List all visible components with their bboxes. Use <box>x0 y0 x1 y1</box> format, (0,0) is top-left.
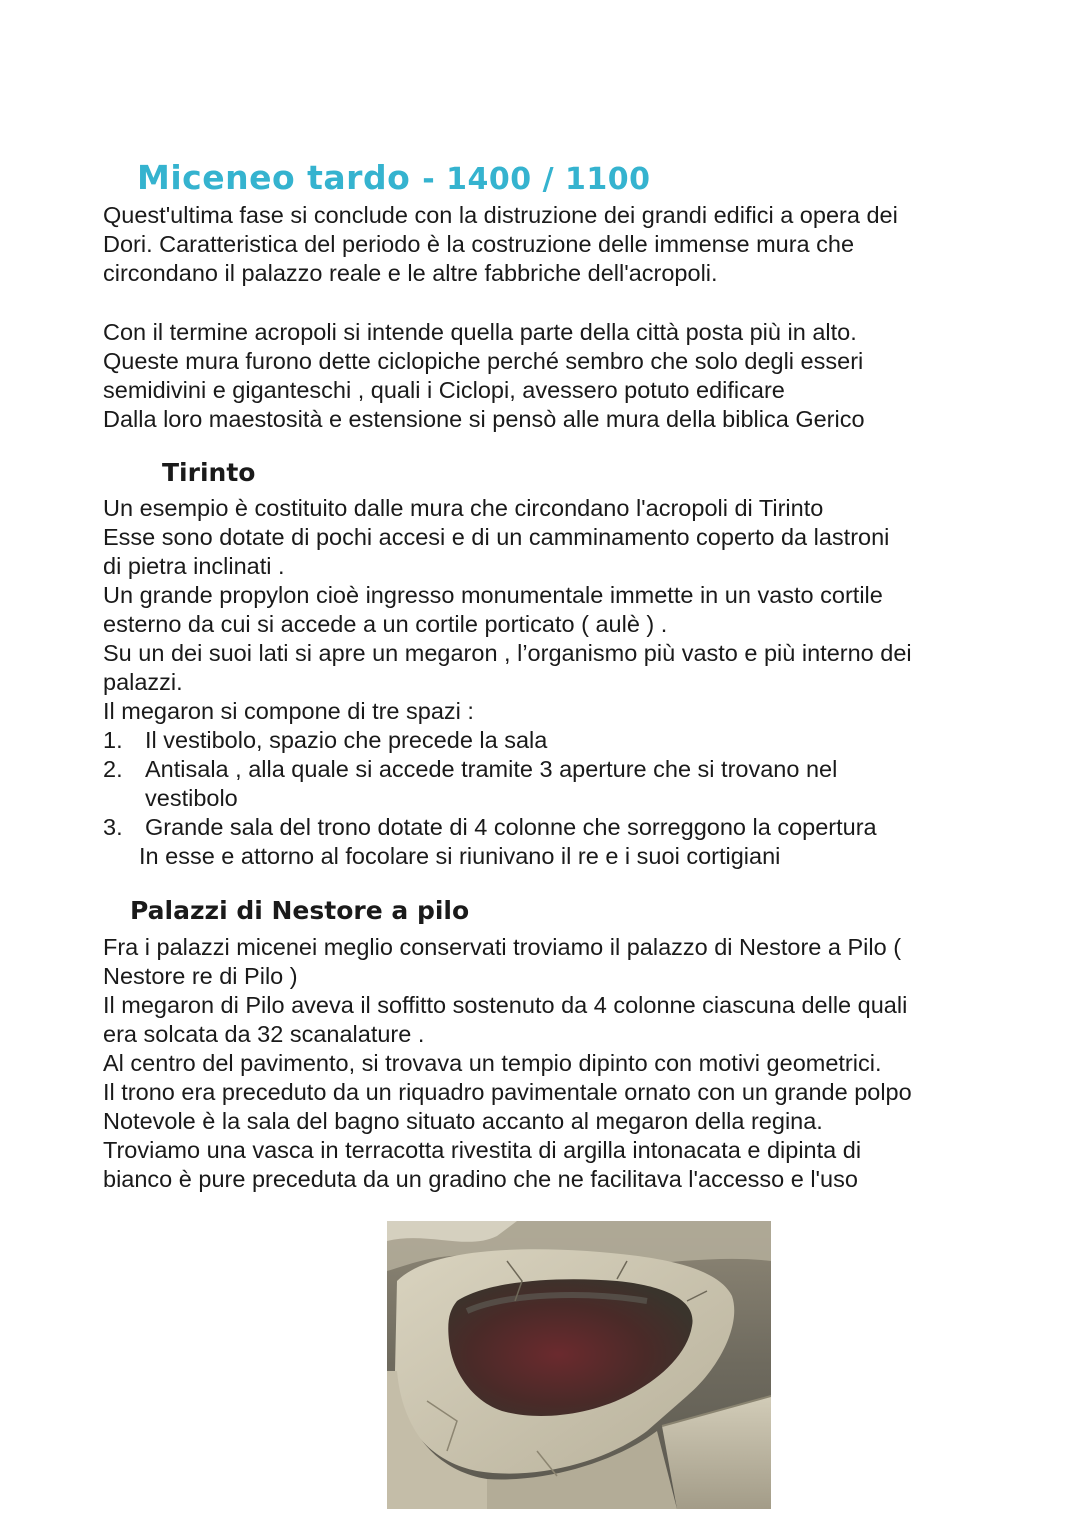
text-line: Quest'ultima fase si conclude con la distruzione dei grandi edifici a opera dei <box>103 202 898 228</box>
text-line: Fra i palazzi micenei meglio conservati troviamo il palazzo di Nestore a Pilo ( <box>103 934 902 960</box>
list-number: 2. <box>103 756 123 782</box>
text-line: Con il termine acropoli si intende quella parte della città posta più in alto. <box>103 319 857 345</box>
text-line: Il megaron si compone di tre spazi : <box>103 698 474 724</box>
text-line: palazzi. <box>103 669 183 695</box>
text-line: Queste mura furono dette ciclopiche perché sembro che solo degli esseri <box>103 348 864 374</box>
list-number: 3. <box>103 814 123 840</box>
text-line: circondano il palazzo reale e le altre fabbriche dell'acropoli. <box>103 260 718 286</box>
list-text: Il vestibolo, spazio che precede la sala <box>145 727 548 753</box>
text-line: Un grande propylon cioè ingresso monumentale immette in un vasto cortile <box>103 582 883 608</box>
section-title-tirinto: Tirinto <box>162 458 256 487</box>
text-line: Dori. Caratteristica del periodo è la costruzione delle immense mura che <box>103 231 855 257</box>
text-line: di pietra inclinati . <box>103 553 285 579</box>
paragraph-intro <box>103 201 1003 288</box>
text-line: Su un dei suoi lati si apre un megaron , l’organismo più vasto e più interno dei <box>103 640 912 666</box>
list-text: Antisala , alla quale si accede tramite 3 aperture che si trovano nel <box>145 756 838 782</box>
bathtub-photo <box>387 1221 771 1509</box>
list-note: In esse e attorno al focolare si riunivano il re e i suoi cortigiani <box>139 843 781 869</box>
paragraph-tirinto <box>103 494 1003 871</box>
text-line: Il megaron di Pilo aveva il soffitto sostenuto da 4 colonne ciascuna delle quali <box>103 992 908 1018</box>
text-line: semidivini e giganteschi , quali i Ciclopi, avessero potuto edificare <box>103 377 785 403</box>
text-line: Dalla loro maestosità e estensione si pensò alle mura della biblica Gerico <box>103 406 865 432</box>
text-line: Nestore re di Pilo ) <box>103 963 298 989</box>
text-line: Troviamo una vasca in terracotta rivestita di argilla intonacata e dipinta di <box>103 1137 862 1163</box>
section-title-miceneo-tardo <box>137 158 650 197</box>
list-text: vestibolo <box>145 785 238 811</box>
section-title-palazzi-nestore: Palazzi di Nestore a pilo <box>130 896 470 925</box>
text-line: Notevole è la sala del bagno situato accanto al megaron della regina. <box>103 1108 823 1134</box>
text-line: Al centro del pavimento, si trovava un tempio dipinto con motivi geometrici. <box>103 1050 882 1076</box>
list-item <box>103 755 1003 813</box>
list-text: Grande sala del trono dotate di 4 colonne che sorreggono la copertura <box>145 814 877 840</box>
list-item <box>103 813 1003 842</box>
title-text: Miceneo tardo <box>137 158 411 197</box>
text-line: esterno da cui si accede a un cortile porticato ( aulè ) . <box>103 611 668 637</box>
title-years: - 1400 / 1100 <box>422 162 651 197</box>
text-line: Esse sono dotate di pochi accesi e di un camminamento coperto da lastroni <box>103 524 890 550</box>
text-line: Un esempio è costituito dalle mura che circondano l'acropoli di Tirinto <box>103 495 824 521</box>
text-line: bianco è pure preceduta da un gradino che ne facilitava l'accesso e l'uso <box>103 1166 858 1192</box>
text-line: Il trono era preceduto da un riquadro pavimentale ornato con un grande polpo <box>103 1079 912 1105</box>
list-item <box>103 726 1003 755</box>
bathtub-illustration <box>387 1221 771 1509</box>
paragraph-acropoli <box>103 318 1003 434</box>
paragraph-nestore <box>103 933 1003 1194</box>
text-line: era solcata da 32 scanalature . <box>103 1021 425 1047</box>
megaron-spaces-list <box>103 726 1003 842</box>
list-number: 1. <box>103 727 123 753</box>
